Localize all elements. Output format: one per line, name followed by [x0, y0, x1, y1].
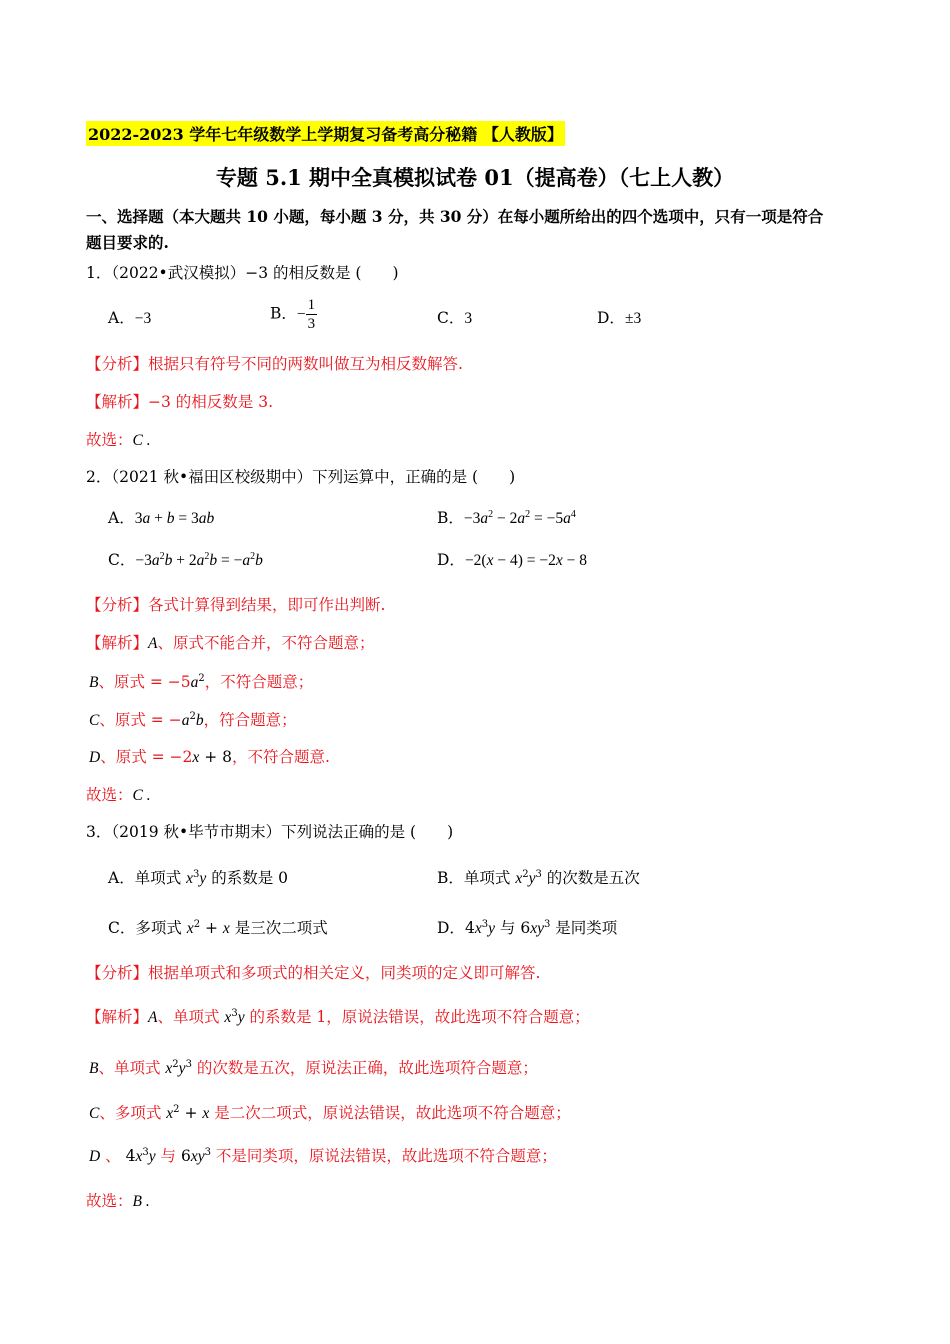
q1-option-a — [108, 306, 151, 328]
answer-value: C . — [132, 787, 151, 804]
q1-option-c-value: 3 — [464, 310, 473, 327]
q1-option-c-label: C． — [437, 309, 465, 327]
answer-label: 故选： — [86, 1192, 133, 1210]
answer-value: C . — [132, 432, 151, 449]
q3-solution-c: C、多项式 $x^2 + x$ 是二次二项式，原说法错误，故此选项不符合题意； — [89, 1104, 571, 1122]
q2-option-b: B．$-3a^2 - 2a^2 = -5a^4$ — [437, 509, 576, 527]
section-heading-line1: 一、选择题（本大题共 10 小题，每小题 3 分，共 30 分）在每小题所给出的四个选项中，只有一项是符合 — [86, 207, 824, 226]
q2-answer — [86, 783, 151, 805]
q2-option-d-label: D． — [437, 551, 465, 569]
q2-analysis: 【分析】各式计算得到结果，即可作出判断. — [86, 596, 386, 614]
fraction-numerator: 1 — [307, 297, 316, 313]
q2-solution-a: 【解析】A、原式不能合并，不符合题意； — [86, 634, 375, 652]
q3-analysis: 【分析】根据单项式和多项式的相关定义，同类项的定义即可解答. — [86, 964, 541, 982]
q2-option-a-label: A． — [108, 509, 135, 527]
q2-solution-c: C、原式 = $-a^2b$，符合题意； — [89, 711, 297, 729]
q1-option-a-value: −3 — [134, 310, 152, 327]
q3-stem: 3．（2019 秋•毕节市期末）下列说法正确的是 ( ) — [86, 823, 454, 841]
q1-option-c — [437, 306, 472, 328]
q1-option-a-label: A． — [108, 309, 135, 327]
answer-label: 故选： — [86, 786, 133, 804]
q1-option-b — [270, 296, 317, 333]
q2-solution-d: D、原式 = −2x + 8，不符合题意. — [89, 748, 330, 766]
q1-answer — [86, 428, 151, 450]
q3-solution-b: B、单项式 $x^2y^3$ 的次数是五次，原说法正确，故此选项符合题意； — [89, 1059, 538, 1077]
q3-option-b: B．单项式 $x^2y^3$ 的次数是五次 — [437, 869, 640, 887]
q2-solution-b: B、原式 = $-5a^2$，不符合题意； — [89, 673, 314, 691]
q3-option-c: C．多项式 $x^2 + x$ 是三次二项式 — [108, 919, 328, 937]
q1-analysis: 【分析】根据只有符号不同的两数叫做互为相反数解答. — [86, 355, 463, 373]
section-heading — [86, 204, 823, 256]
q2-stem: 2．（2021 秋•福田区校级期中）下列运算中，正确的是 ( ) — [86, 468, 516, 486]
q1-option-d-label: D． — [597, 309, 625, 327]
page-title: 专题 5.1 期中全真模拟试卷 01（提高卷）（七上人教） — [215, 165, 735, 190]
q3-solution-d: D 、 $4x^3y$ 与 $6xy^3$ 不是同类项，原说法错误，故此选项不符合题意； — [89, 1147, 557, 1165]
answer-value: B . — [132, 1193, 150, 1210]
q3-answer — [86, 1189, 150, 1211]
q3-option-d: D．$4x^3y$ 与 $6xy^3$ 是同类项 — [437, 919, 618, 937]
q2-option-c: C．$-3a^2b + 2a^2b = -a^2b$ — [108, 551, 263, 569]
q3-solution-a: 【解析】A、单项式 $x^3y$ 的系数是 1，原说法错误，故此选项不符合题意； — [86, 1008, 590, 1026]
q2-option-c-label: C． — [108, 551, 136, 569]
q2-option-b-label: B． — [437, 509, 464, 527]
q3-option-a: A．单项式 $x^3y$ 的系数是 0 — [108, 869, 288, 887]
section-heading-line2: 题目要求的. — [86, 233, 169, 252]
fraction-denominator: 3 — [307, 316, 316, 332]
q1-option-b-sign: − — [296, 305, 306, 323]
solution-tag: 【解析】 — [86, 393, 149, 411]
q1-solution — [86, 390, 273, 412]
q1-solution-text: −3 的相反数是 3. — [148, 393, 274, 411]
q1-option-d — [597, 306, 641, 328]
q1-option-b-fraction — [306, 296, 318, 333]
answer-label: 故选： — [86, 431, 133, 449]
solution-tag: 【解析】 — [86, 634, 149, 652]
solution-tag: 【解析】 — [86, 1008, 149, 1026]
header-banner: 2022-2023 学年七年级数学上学期复习备考高分秘籍 【人教版】 — [86, 121, 565, 146]
q1-option-d-value: ±3 — [624, 310, 642, 327]
q1-option-b-label: B． — [270, 304, 297, 323]
q2-option-a: A．3a + b = 3ab — [108, 509, 215, 527]
q2-option-d: D．−2(x − 4) = −2x − 8 — [437, 551, 588, 569]
q1-stem: 1．（2022•武汉模拟）−3 的相反数是 ( ) — [86, 264, 399, 282]
